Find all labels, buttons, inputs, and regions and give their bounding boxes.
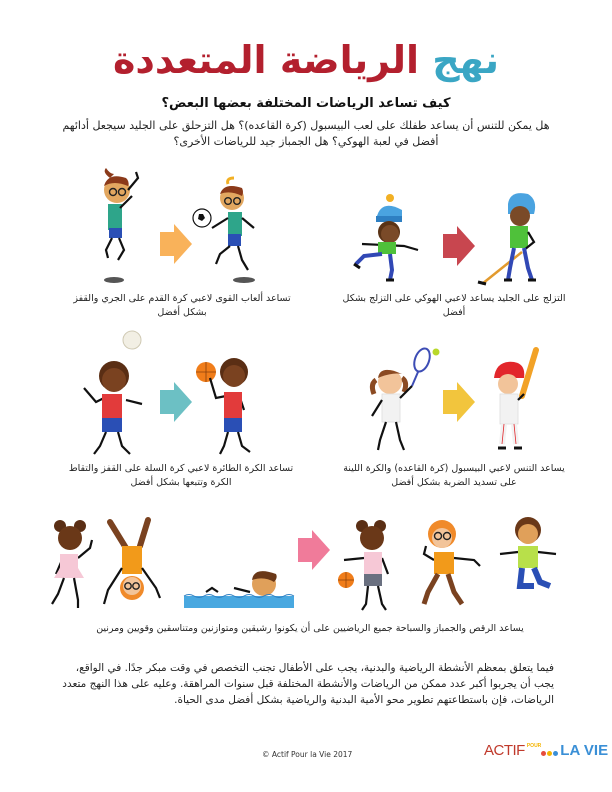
logo-pour: POUR <box>526 743 542 749</box>
caption-volleyball-basketball: تساعد الكرة الطائرة لاعبي كرة السلة على القفز والتقاط الكرة وتتبعها بشكل أفضل <box>68 463 294 488</box>
swimmer-illustration <box>184 566 296 610</box>
intro-text: هل يمكن للتنس أن يساعد طفلك على لعب البيسبول (كرة القاعده)؟ هل التزحلق على الجليد سيجعل أدائهم أفضل في لعبة الهوكي؟ هل الجمباز جيد للرياضات الأخرى؟ <box>62 119 550 148</box>
actif-pour-la-vie-logo <box>484 742 608 759</box>
soccer-girl-illustration <box>190 178 260 288</box>
dancer-girl-illustration <box>48 518 98 614</box>
body-paragraph: فيما يتعلق بمعظم الأنشطة الرياضية والبدنية، يجب على الأطفال تجنب التخصص في وقت مبكر جدًا. في الواقع، يجب أن يجربوا أكبر عدد ممكن من الرياضات والأنشطة المختلفة قبل سنوات المراهقة. وعليه على هذا النهج متعدد الرياضات، فإن باستطاعتهم تطوير محو الأمية البدنية والرياضية بشكل أفضل مدى الحياة. <box>62 662 554 706</box>
logo-actif: ACTIF <box>484 742 525 759</box>
arrow-right-icon <box>298 530 330 570</box>
jumping-girl-illustration <box>92 168 142 288</box>
kneeling-girl-illustration <box>496 514 560 594</box>
caption-skating-hockey: التزلج على الجليد يساعد لاعبي الهوكي على التزلج بشكل أفضل <box>342 293 566 318</box>
caption-tennis-baseball: يساعد التنس لاعبي البيسبول (كرة القاعده) والكرة اللينة على تسديد الضربة بشكل أفضل <box>343 463 565 488</box>
tennis-girl-illustration <box>366 346 446 456</box>
page-title <box>0 36 612 84</box>
hockey-boy-illustration <box>472 192 542 288</box>
caption-dance-gym-swim: يساعد الرقص والجمباز والسباحة جميع الرياضيين على أن يكونوا رشيقين ومتوازنين ومتناسقين وقويين ومرنين <box>96 623 524 634</box>
arrow-right-icon <box>160 224 192 264</box>
baseball-girl-illustration <box>484 348 544 458</box>
caption-athletics-soccer: تساعد ألعاب القوى لاعبي كرة القدم على الجري والقفز بشكل أفضل <box>73 293 291 318</box>
subtitle: كيف تساعد الرياضات المختلفة بعضها البعض؟ <box>161 96 451 111</box>
copyright-text: © Actif Pour la Vie 2017 <box>262 750 353 759</box>
gymnast-cartwheel-illustration <box>104 516 160 612</box>
arrow-right-icon <box>160 382 192 422</box>
arrow-right-icon <box>443 226 475 266</box>
arrow-right-icon <box>443 382 475 422</box>
title-part-1: نهج <box>432 38 500 82</box>
basketball-girl-illustration <box>338 520 402 612</box>
title-part-2: الرياضة المتعددة <box>112 38 420 82</box>
logo-dots-icon <box>541 751 558 756</box>
logo-la-vie: LA VIE <box>560 742 609 759</box>
volleyball-boy-illustration <box>74 330 164 458</box>
basketball-boy-illustration <box>192 354 272 458</box>
skater-boy-illustration <box>352 194 432 286</box>
boy-glasses-illustration <box>418 516 488 612</box>
